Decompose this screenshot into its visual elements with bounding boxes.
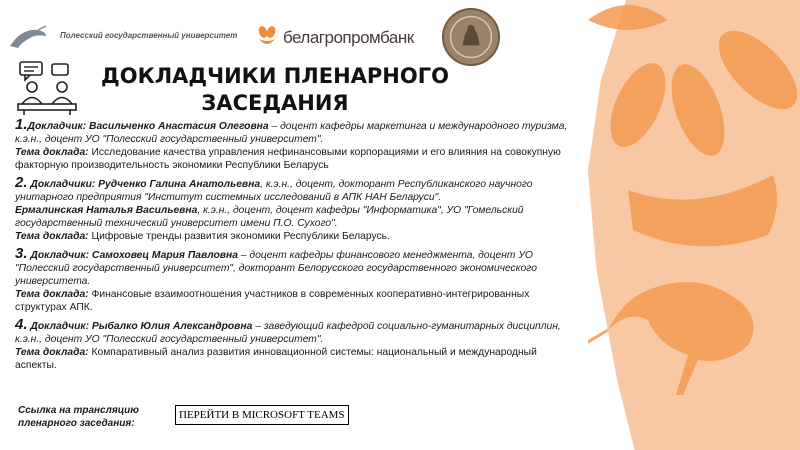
bank-leaf-icon	[256, 25, 278, 49]
speaker-item	[15, 176, 580, 243]
stream-link-label	[18, 404, 178, 430]
speaker-number: 2.	[15, 174, 28, 191]
speaker-details: – доцент кафедры финансового менеджмента, доцент УО "Полесский государственный университет", докторант Белорусского государственного экономического университета.	[15, 250, 537, 287]
speaker-details-2: , к.э.н., доцент, доцент кафедры "Информатика", УО "Гомельский государственный технический университет имени П.О. Сухого".	[15, 205, 524, 229]
topic-label: Тема доклада:	[15, 289, 92, 300]
speaker-label: Докладчики:	[27, 179, 99, 190]
speaker-item	[15, 247, 580, 314]
university-emblem-icon	[442, 8, 500, 66]
stork-icon	[8, 24, 48, 50]
speaker-label: Докладчик:	[27, 121, 90, 132]
speaker-label: Докладчик:	[27, 321, 92, 332]
title-line-1: ДОКЛАДЧИКИ ПЛЕНАРНОГО	[101, 64, 449, 88]
title-line-2: ЗАСЕДАНИЯ	[201, 91, 349, 115]
header	[0, 0, 600, 62]
bank-name: белагропромбанк	[283, 28, 414, 47]
page-title	[80, 63, 470, 117]
speaker-item	[15, 118, 580, 172]
speaker-label: Докладчик:	[27, 250, 92, 261]
stream-link-label-line-2: пленарного заседания:	[18, 418, 135, 429]
topic-text: Компаративный анализ развития инновационной системы: национальный и международный аспекты.	[15, 347, 537, 371]
speaker-name: Самоховец Мария Павловна	[91, 250, 238, 261]
speaker-name-2: Ермалинская Наталья Васильевна	[15, 205, 198, 216]
speaker-details: – доцент кафедры маркетинга и международного туризма, к.э.н., доцент УО "Полесский государственный университет".	[15, 121, 568, 145]
topic-text: Цифровые тренды развития экономики Республики Беларусь.	[91, 231, 390, 242]
topic-label: Тема доклада:	[15, 347, 92, 358]
topic-text: Финансовые взаимоотношения участников в современных кооперативно-интегрированных структурах АПК.	[15, 289, 530, 313]
university-name: Полесский государственный университет	[60, 31, 238, 40]
speaker-name: Васильченко Анастасия Олеговна	[89, 121, 269, 132]
speaker-item	[15, 318, 580, 372]
leaf-ornament-icon	[588, 0, 800, 450]
speaker-number: 1.	[15, 116, 28, 133]
topic-text: Исследование качества управления нефинансовыми корпорациями и его влияния на совокупную факторную производительность экономики Республики Беларусь	[15, 147, 561, 171]
speaker-number: 4.	[15, 316, 28, 333]
stream-link-label-line-1: Ссылка на трансляцию	[18, 405, 139, 416]
speaker-number: 3.	[15, 245, 28, 262]
topic-label: Тема доклада:	[15, 231, 92, 242]
speaker-details: , к.э.н., доцент, докторант Республиканского научного унитарного предприятия "Институт системных исследований в АПК НАН Беларуси".	[15, 179, 533, 203]
speakers-list	[15, 118, 580, 376]
teams-link-button[interactable]: ПЕРЕЙТИ В MICROSOFT TEAMS	[175, 405, 349, 425]
speaker-name: Рыбалко Юлия Александровна	[91, 321, 253, 332]
speaker-name: Рудченко Галина Анатольевна	[98, 179, 261, 190]
speaker-details: – заведующий кафедрой социально-гуманитарных дисциплин, к.э.н., доцент УО "Полесский государственный университет".	[15, 321, 561, 345]
speakers-meeting-icon	[16, 60, 78, 116]
topic-label: Тема доклада:	[15, 147, 92, 158]
